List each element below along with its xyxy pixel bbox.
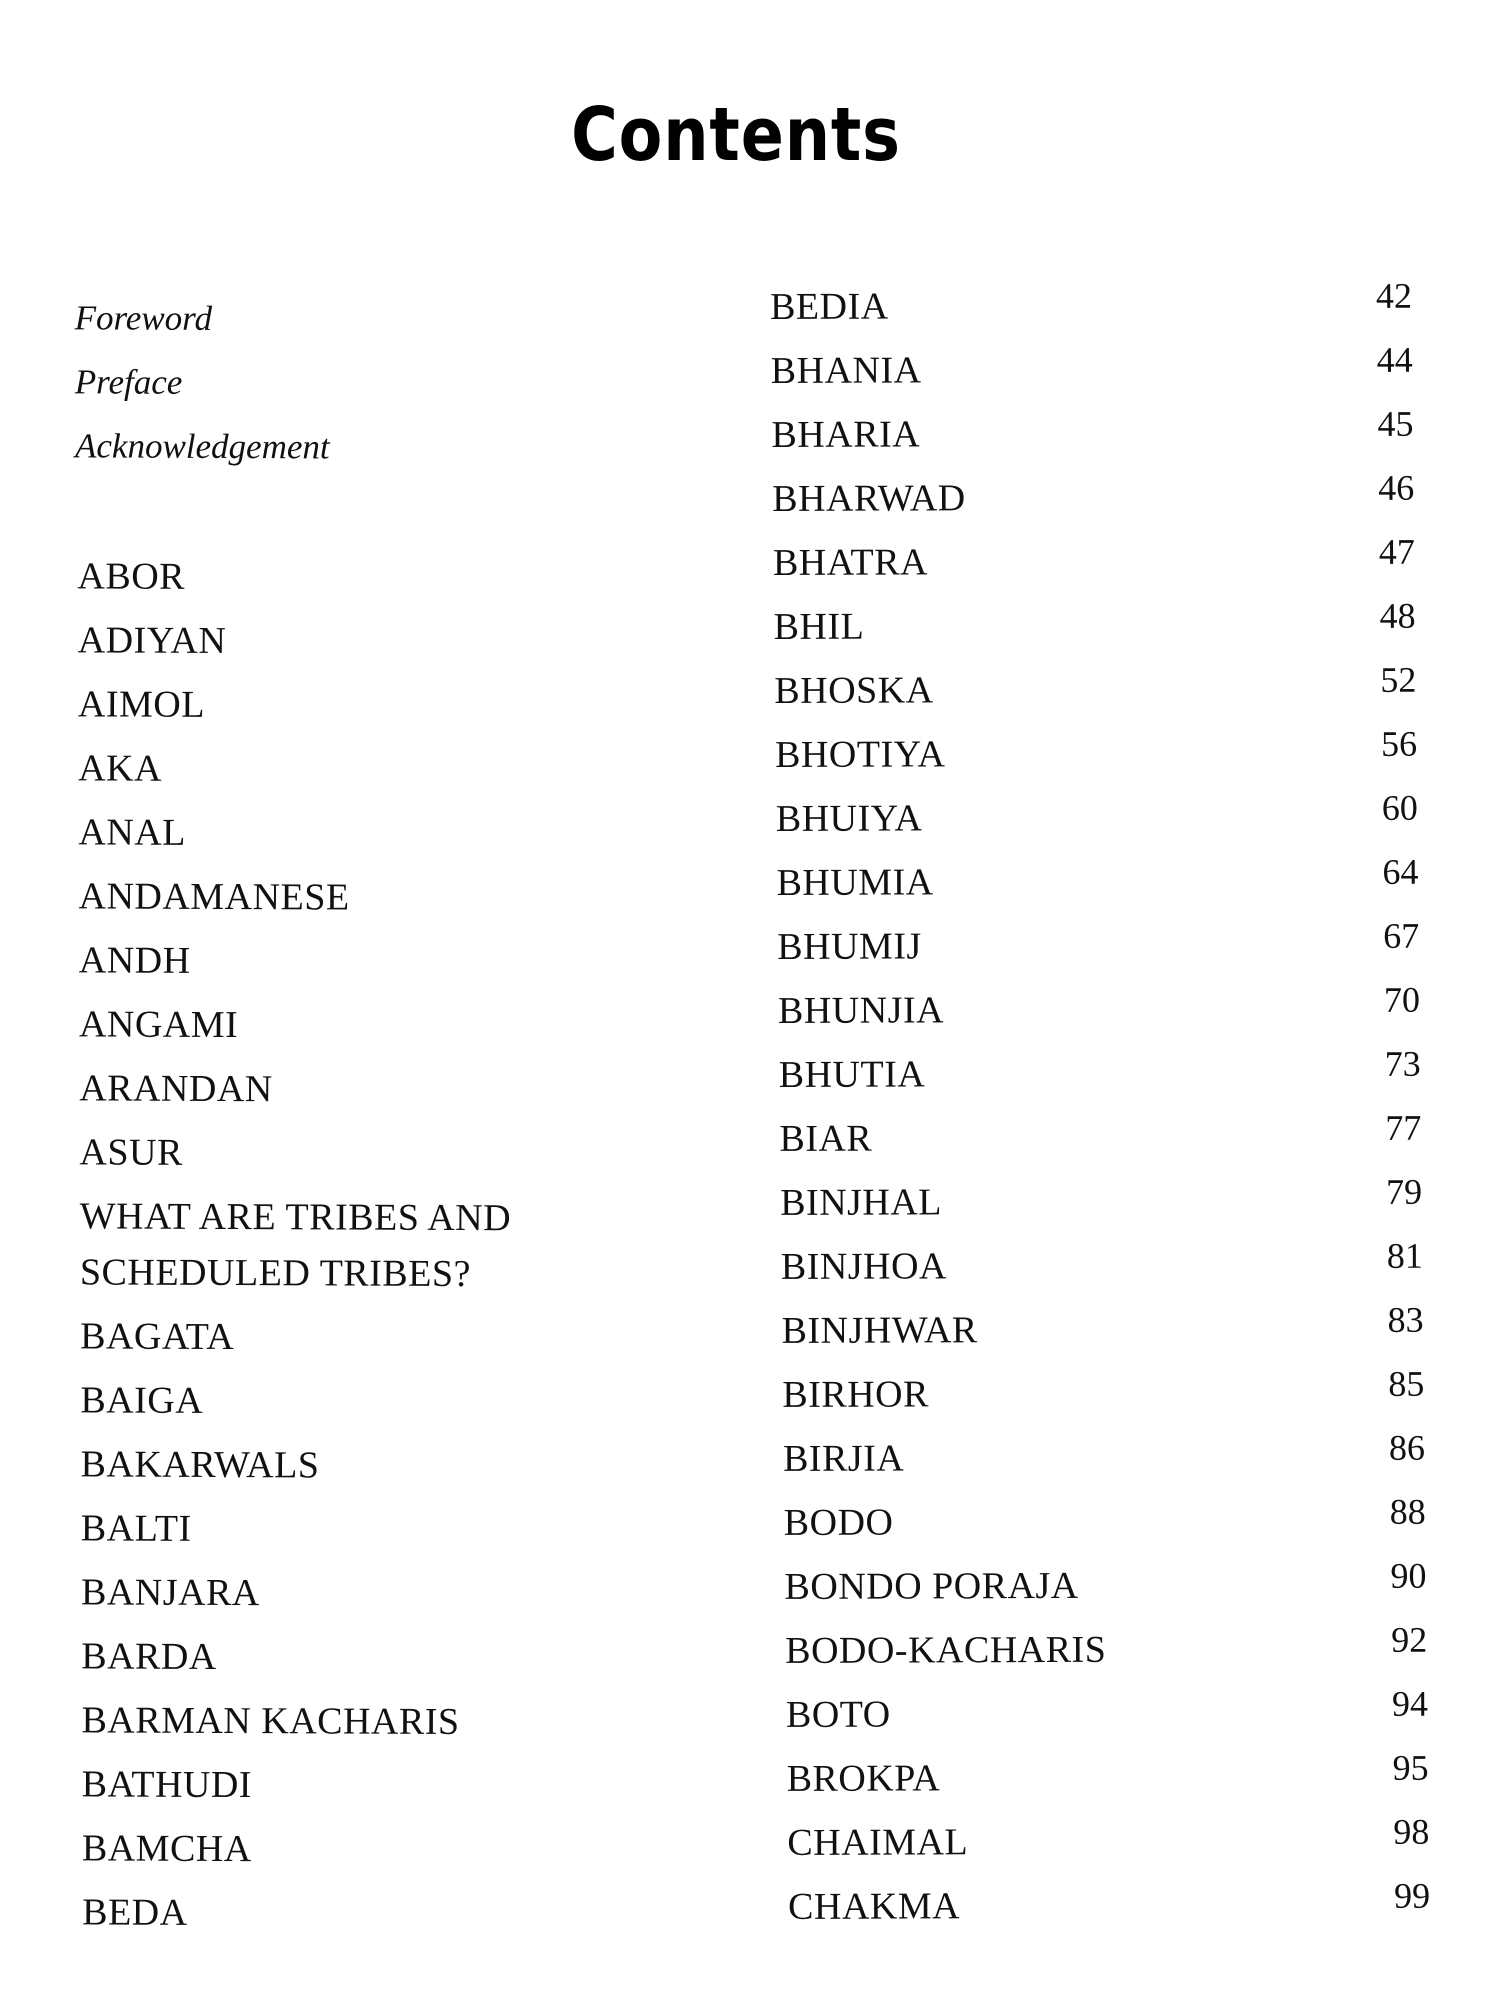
entry-title: AIMOL	[77, 683, 206, 726]
entry-title: ADIYAN	[77, 619, 227, 662]
entry-page-number: 85	[1388, 1363, 1425, 1404]
entry-title: BHUMIJ	[777, 925, 922, 968]
entry-title: ARANDAN	[79, 1067, 273, 1111]
entry-page-number: 94	[1391, 1683, 1428, 1724]
entry-title: BINJHOA	[780, 1245, 948, 1288]
entry-title: SCHEDULED TRIBES?	[79, 1251, 472, 1296]
entry-title: Preface	[74, 362, 183, 402]
entry-page-number: 83	[1387, 1299, 1424, 1340]
entry-page-number: 95	[1392, 1747, 1429, 1788]
entry-page-number: 88	[1389, 1491, 1426, 1532]
entry-title: BHUMIA	[776, 861, 934, 904]
entry-title: BIRHOR	[782, 1373, 929, 1416]
entry-title: BODO	[783, 1501, 894, 1544]
entry-page-number: 44	[1376, 339, 1413, 380]
entry-page-number: 46	[1378, 467, 1415, 508]
entry-title: BOTO	[785, 1693, 891, 1736]
entry-page-number: 77	[1385, 1107, 1422, 1148]
entry-title: BALTI	[80, 1507, 192, 1550]
entry-title: BINJHAL	[780, 1181, 943, 1224]
entry-page-number: 92	[1391, 1619, 1428, 1660]
entry-title: BHANIA	[770, 349, 922, 392]
entry-title: WHAT ARE TRIBES AND	[79, 1195, 512, 1240]
entry-title: BHATRA	[772, 541, 929, 584]
entry-title: BARDA	[81, 1635, 217, 1678]
entry-title: BANJARA	[80, 1571, 260, 1615]
entry-title: BODO-KACHARIS	[785, 1628, 1107, 1672]
entry-title: BAMCHA	[81, 1827, 252, 1871]
entry-title: BHARWAD	[772, 477, 966, 520]
entry-page-number: 47	[1378, 531, 1415, 572]
page-title: Contents	[571, 91, 901, 178]
entry-title: ANDH	[78, 939, 191, 982]
entry-page-number: 90	[1390, 1555, 1427, 1596]
entry-title: BAKARWALS	[80, 1443, 320, 1487]
entry-title: BHOTIYA	[775, 733, 946, 776]
entry-page-number: 70	[1383, 979, 1421, 1020]
entry-page-number: 99	[1394, 1875, 1431, 1916]
entry-title: ANDAMANESE	[78, 875, 350, 919]
entry-title: BHUIYA	[775, 797, 923, 840]
entry-title: BINJHWAR	[781, 1309, 978, 1352]
entry-page-number: 98	[1393, 1811, 1430, 1852]
entry-title: BHIL	[773, 605, 865, 648]
entry-title: BONDO PORAJA	[784, 1564, 1079, 1608]
entry-title: Foreword	[74, 298, 213, 338]
entry-page-number: 67	[1383, 915, 1420, 956]
entry-title: BARMAN KACHARIS	[81, 1699, 460, 1744]
entry-page-number: 79	[1386, 1171, 1423, 1212]
entry-page-number: 73	[1384, 1043, 1421, 1084]
entry-page-number: 86	[1388, 1427, 1426, 1468]
entry-title: AKA	[78, 747, 163, 790]
entry-page-number: 56	[1380, 723, 1418, 764]
entry-title: ASUR	[79, 1131, 183, 1174]
entry-title: BIAR	[779, 1117, 873, 1160]
entry-title: BHUNJIA	[777, 989, 945, 1032]
entry-title: ABOR	[77, 555, 186, 598]
entry-page-number: 45	[1377, 403, 1414, 444]
entry-title: BEDA	[82, 1891, 188, 1934]
entry-title: BHOSKA	[774, 669, 934, 712]
entry-title: ANAL	[78, 811, 187, 854]
entry-title: CHAKMA	[788, 1885, 961, 1928]
entry-title: Acknowledgement	[74, 426, 330, 467]
entry-title: BHUTIA	[778, 1053, 926, 1096]
entry-title: CHAIMAL	[787, 1821, 969, 1864]
entry-title: BAIGA	[80, 1379, 204, 1422]
entry-title: BROKPA	[786, 1757, 941, 1800]
entry-page-number: 42	[1375, 275, 1413, 316]
entry-title: BIRJIA	[782, 1437, 905, 1480]
entry-title: ANGAMI	[78, 1003, 239, 1047]
entry-page-number: 81	[1386, 1235, 1423, 1276]
entry-page-number: 64	[1382, 851, 1419, 892]
entry-title: BEDIA	[769, 285, 889, 328]
entry-page-number: 48	[1379, 595, 1416, 636]
entry-title: BAGATA	[80, 1315, 235, 1359]
entry-title: BHARIA	[771, 413, 921, 456]
entry-title: BATHUDI	[81, 1763, 253, 1807]
entry-page-number: 52	[1380, 659, 1417, 700]
entry-page-number: 60	[1381, 787, 1418, 828]
